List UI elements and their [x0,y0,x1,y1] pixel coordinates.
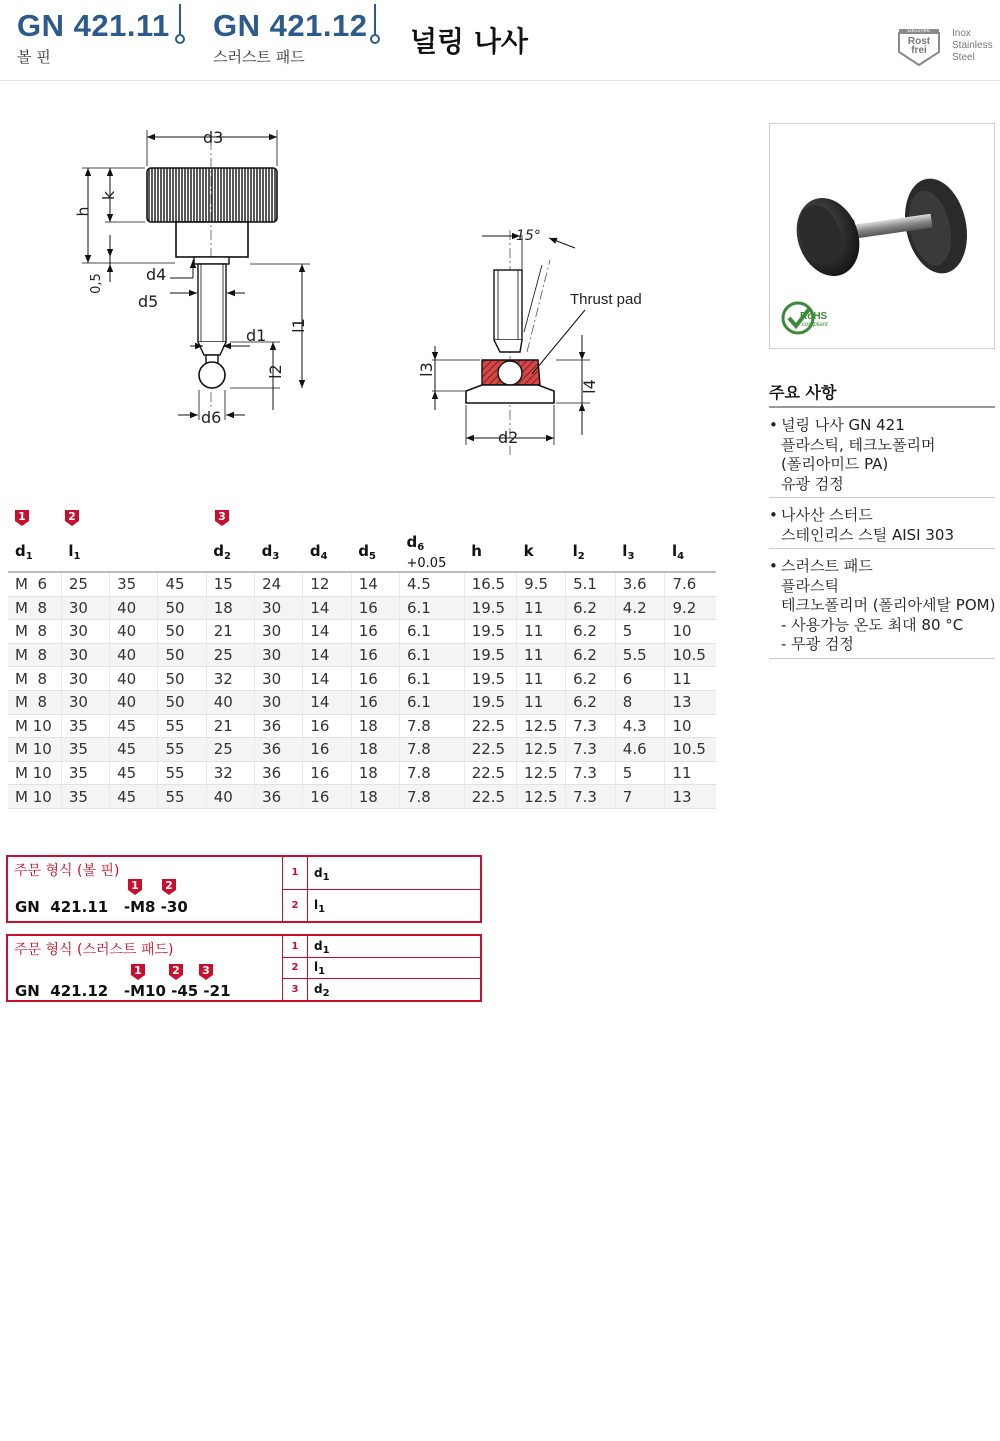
table-cell: 50 [158,596,206,620]
table-cell: 6.1 [400,596,465,620]
table-cell: M 8 [8,667,61,691]
table-cell: 55 [158,738,206,762]
table-cell: 19.5 [464,596,516,620]
dim-label-d3: d3 [203,128,224,147]
column-header: $d_1$ [8,533,61,572]
table-cell: 45 [158,572,206,596]
dim-label-k: k [99,190,119,201]
table-cell: 6.2 [566,596,616,620]
table-cell: 16 [351,620,399,644]
table-cell: 14 [351,572,399,596]
table-cell: 21 [206,620,254,644]
rostfrei-badge: EDELSTAHL Rost frei [896,28,942,68]
table-cell: 18 [351,714,399,738]
table-cell: 7.3 [566,714,616,738]
table-cell: M 8 [8,643,61,667]
table-cell: 12.5 [517,785,566,809]
table-cell: 19.5 [464,643,516,667]
order-title: 주문 형식 (볼 핀) [14,863,120,879]
table-cell: 11 [517,596,566,620]
table-cell: 18 [351,785,399,809]
table-cell: 11 [517,690,566,714]
table-cell: 19.5 [464,667,516,691]
header-separator [179,4,181,34]
table-cell: 6.2 [566,643,616,667]
table-cell: 12.5 [517,738,566,762]
table-cell: 40 [110,596,158,620]
order-row: 2 $l_1$ [283,958,480,979]
table-cell: 21 [206,714,254,738]
column-header: $l_3$ [615,533,665,572]
dim-label-l3: l3 [416,362,436,377]
table-cell: 30 [61,643,109,667]
column-header: $d_3$ [255,533,303,572]
table-cell: 9.5 [517,572,566,596]
table-cell: 36 [255,785,303,809]
table-row [8,667,716,691]
order-example-ball-pin [6,855,482,923]
inox-label: Inox Stainless Steel [952,28,993,63]
table-cell: 30 [61,596,109,620]
table-cell: 6.2 [566,620,616,644]
dimension-table [8,533,716,809]
table-cell: 11 [517,643,566,667]
table-cell: 18 [206,596,254,620]
table-cell: 3.6 [615,572,665,596]
column-header: $d_4$ [303,533,351,572]
column-header: $d_6 +0.05$ [400,533,465,572]
table-cell: 32 [206,761,254,785]
table-cell: 30 [255,620,303,644]
table-cell: 35 [61,738,109,762]
table-cell: 10 [665,620,716,644]
table-cell: 45 [110,738,158,762]
order-example-thrust-pad [6,934,482,1002]
table-cell: 6.1 [400,643,465,667]
table-cell: 45 [110,714,158,738]
column-header: h [464,533,516,572]
table-cell: 14 [303,620,351,644]
table-cell: 16 [303,761,351,785]
table-cell: M 10 [8,738,61,762]
features-title: 주요 사항 [769,383,837,402]
table-cell: 7.8 [400,785,465,809]
table-cell: 12.5 [517,714,566,738]
table-row [8,785,716,809]
table-cell: 11 [517,620,566,644]
table-row [8,714,716,738]
table-cell: 6.2 [566,667,616,691]
dim-label-l4: l4 [579,379,599,394]
angle-label: 15° [516,228,541,244]
table-cell: 22.5 [464,761,516,785]
table-cell: 7.3 [566,785,616,809]
table-cell: 5 [615,761,665,785]
header-separator [374,4,376,34]
table-cell: 40 [206,785,254,809]
table-body [8,572,716,808]
table-cell: 7.3 [566,738,616,762]
table-cell: 7.3 [566,761,616,785]
order-row: 3 $d_2$ [283,979,480,1000]
table-cell: 50 [158,620,206,644]
table-cell: 13 [665,690,716,714]
table-cell: 55 [158,714,206,738]
order-row: 1 $d_1$ [283,857,480,890]
table-cell: 7.6 [665,572,716,596]
table-cell: 6.1 [400,620,465,644]
column-header: $l_1$ [61,533,109,572]
table-cell: 30 [255,667,303,691]
marker-2: 2 [64,509,80,527]
table-header-row [8,533,716,572]
table-cell: 19.5 [464,690,516,714]
table-cell: 16.5 [464,572,516,596]
table-cell: 45 [110,761,158,785]
table-cell: 24 [255,572,303,596]
dim-label-d5: d5 [138,292,159,311]
order-marker-2: 2 [168,963,184,981]
table-row [8,620,716,644]
table-cell: 16 [351,690,399,714]
rohs-logo: RoHS compliant [780,300,842,336]
table-cell: 9.2 [665,596,716,620]
table-cell: 40 [110,690,158,714]
column-header: $l_4$ [665,533,716,572]
order-title: 주문 형식 (스러스트 패드) [14,942,174,958]
column-header: $d_2$ [206,533,254,572]
table-cell: 4.6 [615,738,665,762]
table-cell: 22.5 [464,714,516,738]
table-cell: 10 [665,714,716,738]
column-header [158,533,206,572]
table-cell: 14 [303,667,351,691]
product-code-ball-pin: GN 421.11 [17,8,170,43]
column-header [110,533,158,572]
table-cell: 22.5 [464,785,516,809]
table-cell: 11 [665,667,716,691]
order-marker-1: 1 [130,963,146,981]
table-cell: 10.5 [665,738,716,762]
dim-label-l2: l2 [265,364,285,379]
table-cell: 40 [110,667,158,691]
table-cell: 35 [61,761,109,785]
dim-label-05: 0,5 [88,273,104,294]
technical-drawing [70,110,670,470]
table-cell: 6.2 [566,690,616,714]
marker-1: 1 [14,509,30,527]
table-cell: 5.5 [615,643,665,667]
table-cell: 16 [303,738,351,762]
table-cell: 50 [158,643,206,667]
product-subtitle-ball-pin: 볼 핀 [17,48,51,66]
table-cell: 8 [615,690,665,714]
order-code: GN 421.11 -M8 -30 [15,898,188,916]
dim-label-d1: d1 [246,326,267,345]
table-cell: 6.1 [400,667,465,691]
table-cell: 25 [206,643,254,667]
order-marker-1: 1 [127,878,143,896]
table-cell: 32 [206,667,254,691]
table-cell: 5 [615,620,665,644]
thrust-pad-label: Thrust pad [570,291,642,308]
table-cell: 36 [255,714,303,738]
table-cell: 50 [158,667,206,691]
table-cell: 30 [255,596,303,620]
product-code-thrust-pad: GN 421.12 [213,8,368,43]
table-row [8,596,716,620]
column-header: k [517,533,566,572]
table-cell: 45 [110,785,158,809]
table-cell: M 6 [8,572,61,596]
page-title: 널링 나사 [410,25,528,58]
table-cell: 40 [206,690,254,714]
table-cell: M 10 [8,785,61,809]
dim-label-d6: d6 [201,408,222,427]
marker-3: 3 [214,509,230,527]
table-cell: 4.5 [400,572,465,596]
table-cell: 6.1 [400,690,465,714]
table-cell: 7.8 [400,761,465,785]
dim-label-l1: l1 [288,318,308,333]
table-cell: 55 [158,761,206,785]
thrust-pad-drawing [432,230,590,455]
table-cell: 18 [351,738,399,762]
table-cell: 5.1 [566,572,616,596]
table-cell: 40 [110,620,158,644]
feature-item: • 나사산 스터드 스테인리스 스틸 AISI 303 [769,498,995,549]
table-cell: M 8 [8,690,61,714]
header-divider [0,80,1000,81]
table-cell: 12 [303,572,351,596]
table-cell: 11 [665,761,716,785]
table-cell: 12.5 [517,761,566,785]
column-header: $d_5$ [351,533,399,572]
order-marker-2: 2 [161,878,177,896]
table-cell: 55 [158,785,206,809]
table-cell: 30 [61,620,109,644]
feature-item: • 널링 나사 GN 421 플라스틱, 테크노폴리머 (폴리아미드 PA) 유광 검정 [769,408,995,498]
table-cell: 19.5 [464,620,516,644]
table-row [8,738,716,762]
table-cell: M 10 [8,714,61,738]
dim-label-d4: d4 [146,265,167,284]
table-cell: 25 [206,738,254,762]
table-cell: 7 [615,785,665,809]
order-row: 1 $d_1$ [283,936,480,958]
table-cell: 36 [255,761,303,785]
table-cell: 35 [61,785,109,809]
table-cell: 11 [517,667,566,691]
table-cell: 16 [351,596,399,620]
order-code: GN 421.12 -M10 -45 -21 [15,982,231,1000]
table-cell: 7.8 [400,738,465,762]
table-cell: 4.3 [615,714,665,738]
product-photo [769,123,995,349]
table-cell: 18 [351,761,399,785]
table-cell: 30 [255,690,303,714]
table-cell: 40 [110,643,158,667]
table-cell: 6 [615,667,665,691]
table-cell: 22.5 [464,738,516,762]
product-subtitle-thrust-pad: 스러스트 패드 [213,48,305,66]
table-cell: 7.8 [400,714,465,738]
table-cell: 4.2 [615,596,665,620]
features-list [769,406,995,659]
dim-label-d2: d2 [498,428,519,447]
table-row [8,690,716,714]
table-cell: 16 [303,714,351,738]
table-cell: 16 [351,667,399,691]
table-cell: M 10 [8,761,61,785]
table-row [8,761,716,785]
table-cell: 35 [110,572,158,596]
table-cell: 50 [158,690,206,714]
column-header: $l_2$ [566,533,616,572]
table-cell: 14 [303,596,351,620]
order-row: 2 $l_1$ [283,890,480,921]
table-cell: 30 [61,690,109,714]
feature-item: • 스러스트 패드 플라스틱 테크노폴리머 (폴리아세탈 POM) - 사용가능 온도 최대 80 °C - 무광 검정 [769,549,995,659]
table-cell: 13 [665,785,716,809]
table-cell: 10.5 [665,643,716,667]
dim-label-h: h [73,206,93,217]
table-cell: 35 [61,714,109,738]
table-cell: 16 [303,785,351,809]
table-cell: 30 [61,667,109,691]
table-cell: M 8 [8,596,61,620]
table-cell: 25 [61,572,109,596]
table-cell: 14 [303,643,351,667]
table-row [8,572,716,596]
table-cell: 14 [303,690,351,714]
table-cell: 15 [206,572,254,596]
table-cell: M 8 [8,620,61,644]
table-cell: 16 [351,643,399,667]
table-cell: 30 [255,643,303,667]
table-row [8,643,716,667]
table-cell: 36 [255,738,303,762]
order-marker-3: 3 [198,963,214,981]
